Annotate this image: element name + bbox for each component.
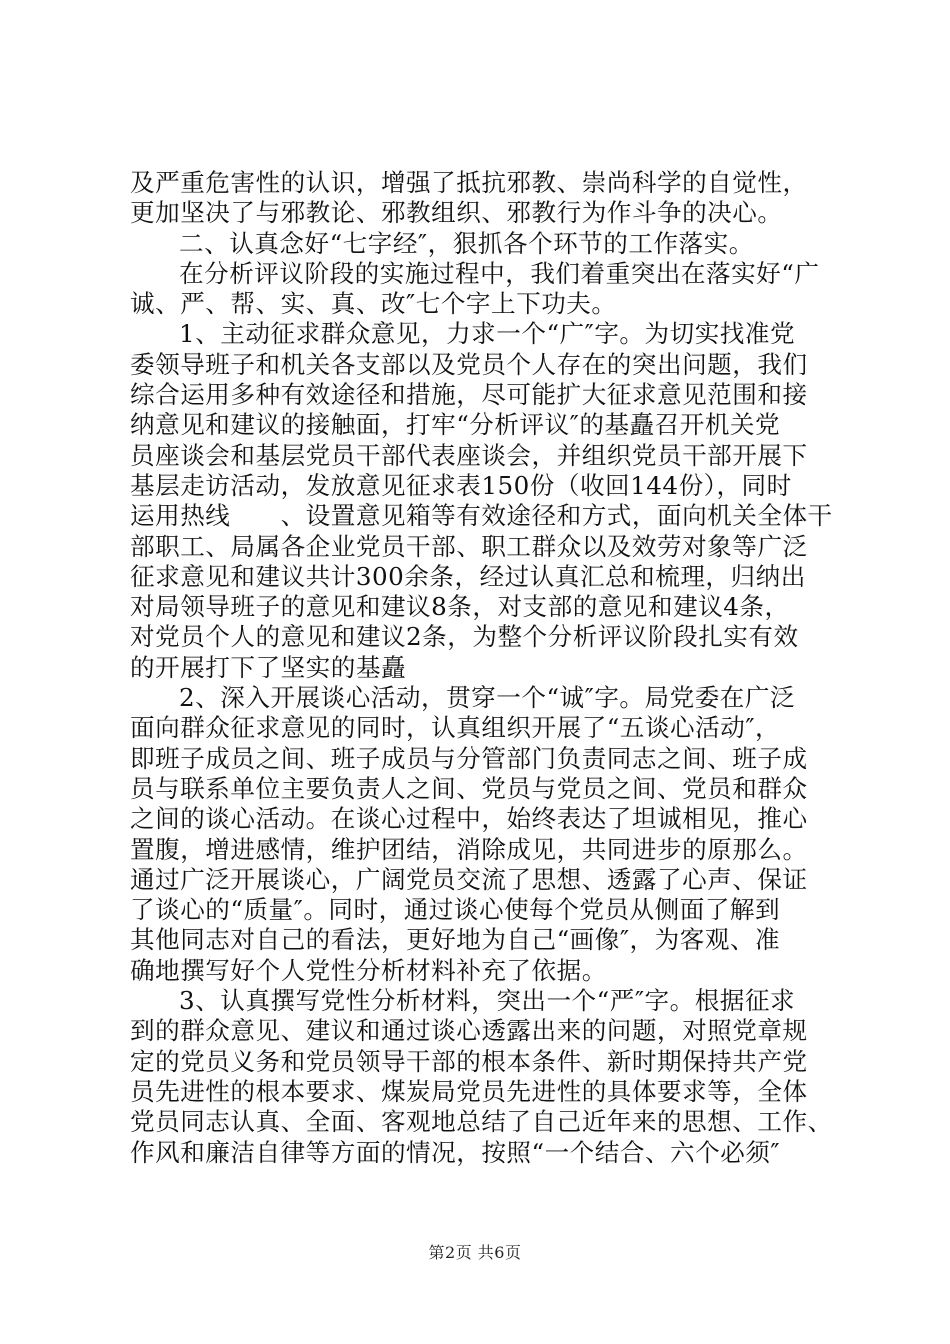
text-line: 员与联系单位主要负责人之间、党员与党员之间、党员和群众 <box>130 773 808 803</box>
text-line: 征求意见和建议共计300余条，经过认真汇总和梳理，归纳出 <box>130 561 806 591</box>
text-line: 3、认真撰写党性分析材料，突出一个“严″字。根据征求 <box>179 986 796 1016</box>
text-line: 其他同志对自己的看法，更好地为自己“画像″，为客观、准 <box>130 925 781 955</box>
text-line: 即班子成员之间、班子成员与分管部门负责同志之间、班子成 <box>130 743 808 773</box>
text-line: 到的群众意见、建议和通过谈心透露出来的问题，对照党章规 <box>130 1016 808 1046</box>
text-line: 二、认真念好“七字经″，狠抓各个环节的工作落实。 <box>179 228 754 258</box>
text-line: 诚、严、帮、实、真、改″七个字上下功夫。 <box>130 289 617 319</box>
text-line: 1、主动征求群众意见，力求一个“广″字。为切实找准党 <box>179 319 796 349</box>
text-line: 在分析评议阶段的实施过程中，我们着重突出在落实好“广 <box>179 258 820 288</box>
text-line: 运用热线 、设置意见箱等有效途径和方式，面向机关全体干 <box>130 501 833 531</box>
text-line: 对局领导班子的意见和建议8条，对支部的意见和建议4条， <box>130 592 790 622</box>
text-line: 员先进性的根本要求、煤炭局党员先进性的具体要求等，全体 <box>130 1076 808 1106</box>
text-line: 员座谈会和基层党员干部代表座谈会，并组织党员干部开展下 <box>130 440 808 470</box>
text-line: 综合运用多种有效途径和措施，尽可能扩大征求意见范围和接 <box>130 380 808 410</box>
text-line: 部职工、局属各企业党员干部、职工群众以及效劳对象等广泛 <box>130 531 808 561</box>
text-line: 及严重危害性的认识，增强了抵抗邪教、崇尚科学的自觉性， <box>130 168 808 197</box>
text-line: 通过广泛开展谈心，广阔党员交流了思想、透露了心声、保证 <box>130 864 808 894</box>
text-line: 了谈心的“质量″。同时，通过谈心使每个党员从侧面了解到 <box>130 895 781 925</box>
text-line: 作风和廉洁自律等方面的情况，按照“一个结合、六个必须″ <box>130 1137 781 1167</box>
text-line: 委领导班子和机关各支部以及党员个人存在的突出问题，我们 <box>130 349 808 379</box>
body-text <box>130 168 833 1168</box>
text-line: 的开展打下了坚实的基矗 <box>130 652 407 682</box>
text-line: 党员同志认真、全面、客观地总结了自己近年来的思想、工作、 <box>130 1107 833 1137</box>
text-line: 置腹，增进感情，维护团结，消除成见，共同进步的原那么。 <box>130 834 808 864</box>
text-line: 面向群众征求意见的同时，认真组织开展了“五谈心活动″， <box>130 713 781 743</box>
text-line: 纳意见和建议的接触面，打牢“分析评议″的基矗召开机关党 <box>130 410 781 440</box>
text-line: 2、深入开展谈心活动，贯穿一个“诚″字。局党委在广泛 <box>179 683 796 713</box>
text-line: 基层走访活动，发放意见征求表150份（收回144份），同时 <box>130 470 792 500</box>
text-line: 对党员个人的意见和建议2条，为整个分析评议阶段扎实有效 <box>130 622 799 652</box>
text-line: 确地撰写好个人党性分析材料补充了依据。 <box>130 955 607 985</box>
text-line: 之间的谈心活动。在谈心过程中，始终表达了坦诚相见，推心 <box>130 804 808 834</box>
text-line: 更加坚决了与邪教论、邪教组织、邪教行为作斗争的决心。 <box>130 198 783 228</box>
page-footer: 第2页 共6页 <box>428 1243 522 1262</box>
text-line: 定的党员义务和党员领导干部的根本条件、新时期保持共产党 <box>130 1046 808 1076</box>
